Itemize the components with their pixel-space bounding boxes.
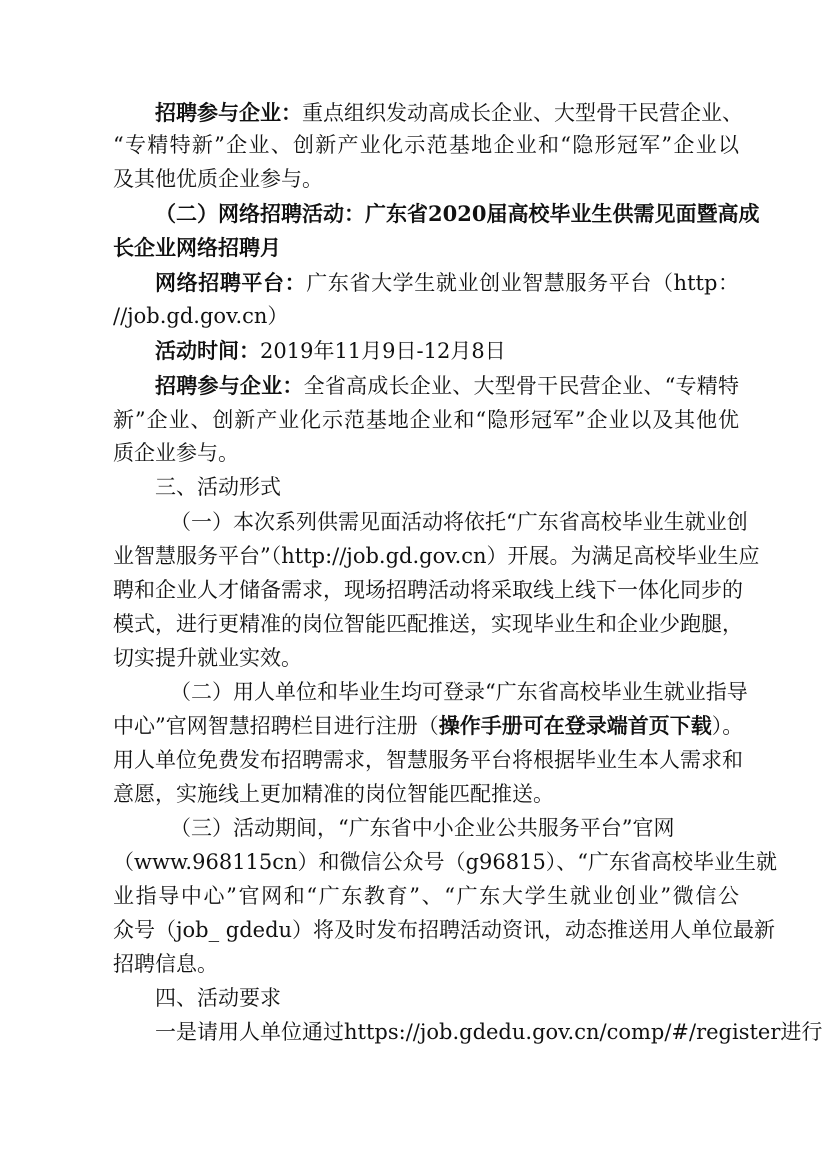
section4-p1-line-1: 一是请用人单位通过https://job.gdedu.gov.cn/comp/#/register进行	[155, 1020, 823, 1044]
platform-label: 网络招聘平台：	[155, 270, 307, 295]
section4-heading: 四、活动要求	[155, 986, 281, 1010]
section3-p2-line-2: 中心”官网智慧招聘栏目进行注册（操作手册可在登录端首页下载）。	[113, 713, 744, 738]
online-platform-line-2: //job.gd.gov.cn）	[113, 304, 289, 328]
online-participants-label: 招聘参与企业：	[155, 373, 304, 398]
online-participants-line-1: 招聘参与企业：全省高成长企业、大型骨干民营企业、“专精特	[155, 373, 740, 398]
section1-participants-line-3: 及其他优质企业参与。	[113, 167, 323, 191]
online-recruitment-heading-line-2: 长企业网络招聘月	[113, 235, 281, 260]
section3-p3-line-4: 众号（job_ gdedu）将及时发布招聘活动资讯，动态推送用人单位最新	[113, 918, 776, 942]
section3-p1-line-2: 业智慧服务平台”（http://job.gd.gov.cn）开展。为满足高校毕业生应	[113, 544, 760, 568]
section3-heading: 三、活动形式	[155, 475, 281, 499]
section3-p2-line-3: 用人单位免费发布招聘需求，智慧服务平台将根据毕业生本人需求和	[113, 748, 743, 772]
section3-p1-line-3: 聘和企业人才储备需求，现场招聘活动将采取线上线下一体化同步的	[113, 578, 743, 602]
section3-p3-line-1: （三）活动期间，“广东省中小企业公共服务平台”官网	[170, 816, 675, 840]
participants-label: 招聘参与企业：	[155, 100, 302, 125]
section3-p3-line-2: （www.968115cn）和微信公众号（g96815）、“广东省高校毕业生就	[113, 850, 778, 874]
online-time-line: 活动时间：2019年11月9日-12月8日	[155, 338, 506, 363]
section3-p1-line-4: 模式，进行更精准的岗位智能匹配推送，实现毕业生和企业少跑腿，	[113, 612, 743, 636]
section3-p3-line-3: 业指导中心”官网和“广东教育”、“广东大学生就业创业”微信公	[113, 884, 739, 908]
section1-participants-line-1: 招聘参与企业：重点组织发动高成长企业、大型骨干民营企业、	[155, 100, 743, 125]
section3-p2-line-4: 意愿，实施线上更加精准的岗位智能匹配推送。	[113, 782, 554, 806]
manual-download-note: 操作手册可在登录端首页下载	[438, 713, 712, 738]
section3-p1-line-1: （一）本次系列供需见面活动将依托“广东省高校毕业生就业创	[170, 510, 748, 534]
online-participants-line-2: 新”企业、创新产业化示范基地企业和“隐形冠军”企业以及其他优	[113, 408, 739, 432]
time-label: 活动时间：	[155, 338, 260, 363]
section3-p3-line-5: 招聘信息。	[113, 952, 218, 976]
section3-p2-line-1: （二）用人单位和毕业生均可登录“广东省高校毕业生就业指导	[170, 680, 748, 704]
online-recruitment-heading-line-1: （二）网络招聘活动：广东省2020届高校毕业生供需见面暨高成	[155, 201, 760, 226]
online-platform-line-1: 网络招聘平台：广东省大学生就业创业智慧服务平台（http：	[155, 270, 739, 295]
section1-participants-line-2: “专精特新”企业、创新产业化示范基地企业和“隐形冠军”企业以	[113, 133, 739, 157]
section3-p1-line-5: 切实提升就业实效。	[113, 646, 302, 670]
online-participants-line-3: 质企业参与。	[113, 441, 239, 465]
